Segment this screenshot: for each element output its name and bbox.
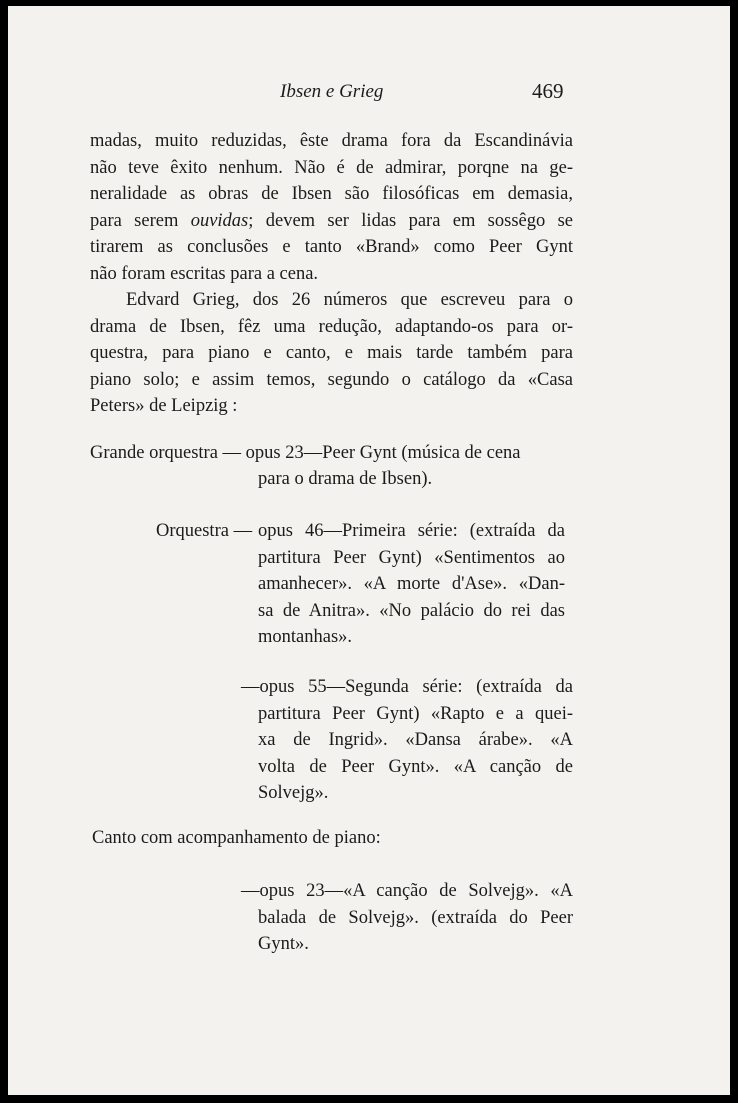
text-line: tirarem as conclusões e tanto «Brand» como Peer Gynt — [90, 237, 573, 257]
text-line: montanhas». — [258, 627, 353, 647]
book-page — [8, 6, 730, 1095]
text-line: neralidade as obras de Ibsen são filosóficas em demasia, — [90, 184, 573, 204]
text-line: opus 46—Primeira série: (extraída da — [258, 521, 565, 541]
text-line: drama de Ibsen, fêz uma redução, adaptando-os para or- — [90, 316, 573, 337]
text-line: Gynt». — [258, 934, 309, 954]
text-line: para serem ouvidas; devem ser lidas para em sossêgo se — [90, 210, 573, 231]
entry-body — [241, 878, 573, 958]
text-line: madas, muito reduzidas, êste drama fora da Escandinávia — [90, 131, 573, 151]
text-line: —opus 55—Segunda série: (extraída da — [241, 677, 573, 697]
page-number: 469 — [532, 79, 564, 103]
entry-body — [258, 466, 565, 493]
text-line: Solvejg». — [258, 783, 329, 803]
text-line: partitura Peer Gynt) «Sentimentos ao — [258, 547, 565, 568]
text-line: partitura Peer Gynt) «Rapto e a quei- — [258, 703, 573, 724]
paragraph-2 — [90, 287, 573, 420]
text-line: balada de Solvejg». (extraída do Peer — [258, 907, 573, 928]
text-line: —opus 23—«A canção de Solvejg». «A — [241, 881, 573, 901]
text-line: não teve êxito nenhum. Não é de admirar, porqne na ge- — [90, 157, 573, 178]
entry-label: Orquestra — — [156, 521, 253, 541]
text-line: Edvard Grieg, dos 26 números que escreveu para o — [126, 290, 573, 310]
text-line: sa de Anitra». «No palácio do rei das — [258, 600, 565, 621]
entry-body — [241, 674, 573, 807]
entry-label: Canto com acompanhamento de piano: — [92, 828, 381, 848]
entry-body — [258, 518, 565, 651]
text-line: piano solo; e assim temos, segundo o catálogo da «Casa — [90, 369, 573, 390]
text-line: xa de Ingrid». «Dansa árabe». «A — [258, 730, 573, 750]
running-header: Ibsen e Grieg — [280, 81, 384, 102]
text-line: para o drama de Ibsen). — [258, 469, 433, 489]
text-line: amanhecer». «A morte d'Ase». «Dan- — [258, 574, 565, 594]
paragraph-1 — [90, 128, 573, 287]
entry-label: Grande orquestra — opus 23—Peer Gynt (música de cena — [90, 443, 521, 463]
text-line: questra, para piano e canto, e mais tarde também para — [90, 343, 573, 363]
text-line: não foram escritas para a cena. — [90, 263, 319, 284]
text-line: Peters» de Leipzig : — [90, 396, 238, 416]
italic-word: ouvidas — [190, 210, 249, 231]
text-line: volta de Peer Gynt». «A canção de — [258, 756, 573, 777]
